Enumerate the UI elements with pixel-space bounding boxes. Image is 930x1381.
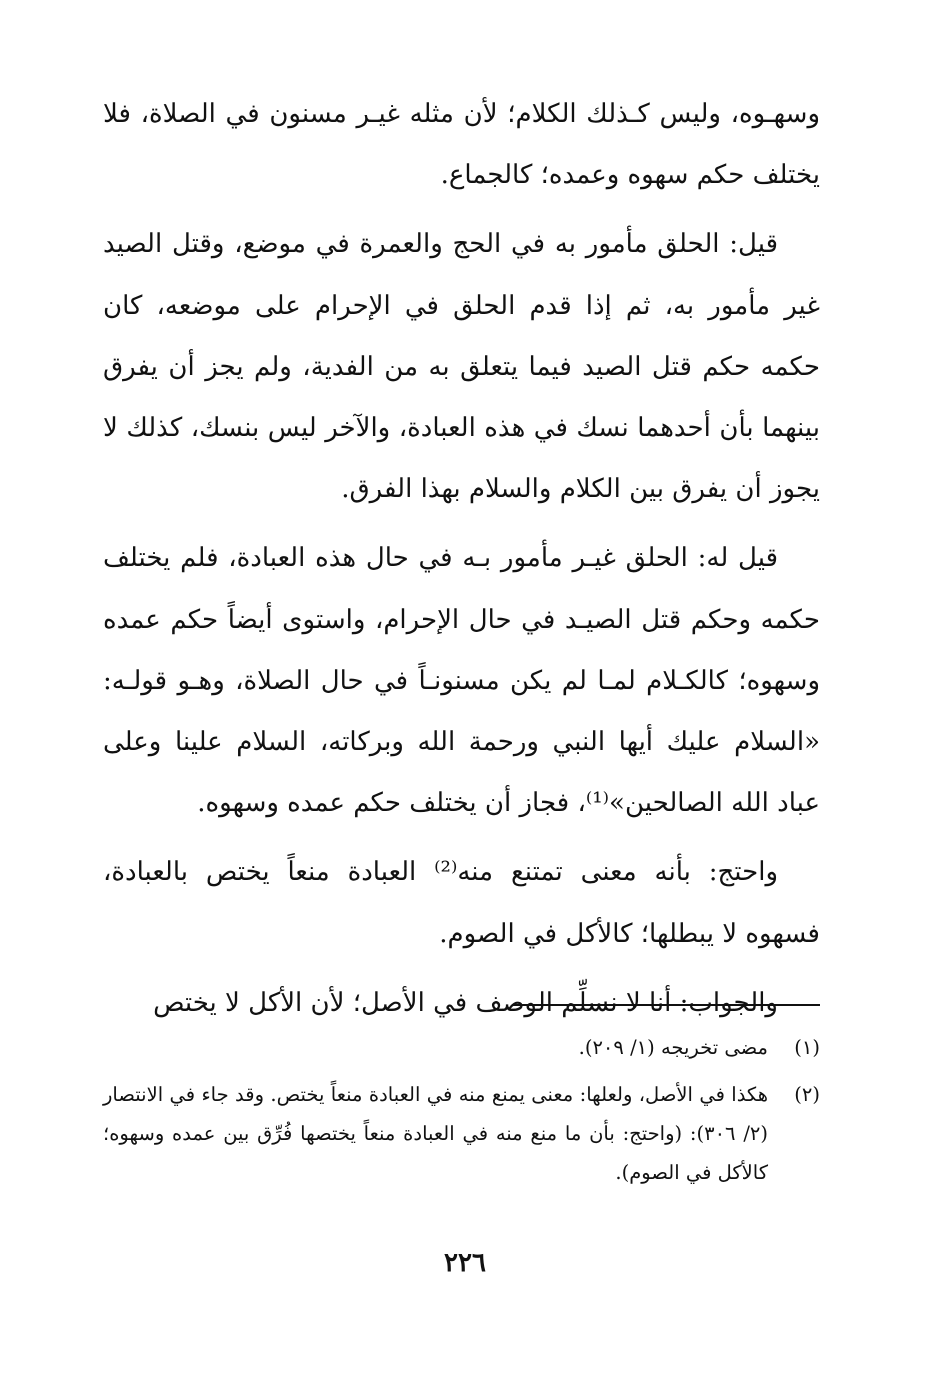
footnotes	[103, 1028, 820, 1200]
footnote-text: هكذا في الأصل، ولعلها: معنى يمنع منه في العبادة منعاً يختص. وقد جاء في الانتصار (٢/ ٣٠٦): (واحتج: بأن ما منع منه في العبادة منعاً يختصها فُرِّق بين عمده وسهوه؛ كالأكل في الصوم).	[103, 1083, 768, 1184]
footnote-text: مضى تخريجه (١/ ٢٠٩).	[578, 1036, 768, 1059]
paragraph-reply: قيل له: الحلق غيـر مأمور بـه في حال هذه العبادة، فلم يختلف حكمه وحكم قتل الصيـد في حال الإحرام، واستوى أيضاً حكم عمده وسهوه؛ كالكـلام لمـا لم يكن مسنونـاً في حال الصلاة، وهـو قولـه: «السلام عليك أيها النبي ورحمة الله وبركاته، السلام علينا وعلى عباد الله الصالحين»⁽¹⁾، فجاز أن يختلف حكم عمده وسهوه.	[103, 543, 820, 819]
paragraph-objection: قيل: الحلق مأمور به في الحج والعمرة في موضع، وقتل الصيد غير مأمور به، ثم إذا قدم الحلق في الإحرام على موضعه، كان حكمه حكم قتل الصيد فيما يتعلق به من الفدية، ولم يجز أن يفرق بينهما بأن أحدهما نسك في هذه العبادة، والآخر ليس بنسك، كذلك لا يجوز أن يفرق بين الكلام والسلام بهذا الفرق.	[103, 229, 820, 505]
main-text	[103, 84, 820, 1034]
paragraph-answer: والجواب: أنا لا نسلِّم الوصف في الأصل؛ لأن الأكل لا يختص	[153, 987, 778, 1018]
paragraph-continuation: وسهـوه، وليس كـذلك الكلام؛ لأن مثله غيـر مسنون في الصلاة، فلا يختلف حكم سهوه وعمده؛ كالجماع.	[103, 99, 820, 191]
footnote-number: (٢)	[794, 1083, 820, 1106]
page-body	[103, 84, 820, 1042]
footnote-number: (١)	[794, 1036, 820, 1059]
footnote-2	[103, 1075, 820, 1192]
paragraph-argument: واحتج: بأنه معنى تمتنع منه⁽²⁾ العبادة منعاً يختص بالعبادة، فسهوه لا يبطلها؛ كالأكل في الصوم.	[103, 857, 820, 949]
page-number: ٢٢٦	[444, 1248, 486, 1278]
footnote-1	[103, 1028, 820, 1067]
footnote-divider	[512, 1004, 820, 1006]
